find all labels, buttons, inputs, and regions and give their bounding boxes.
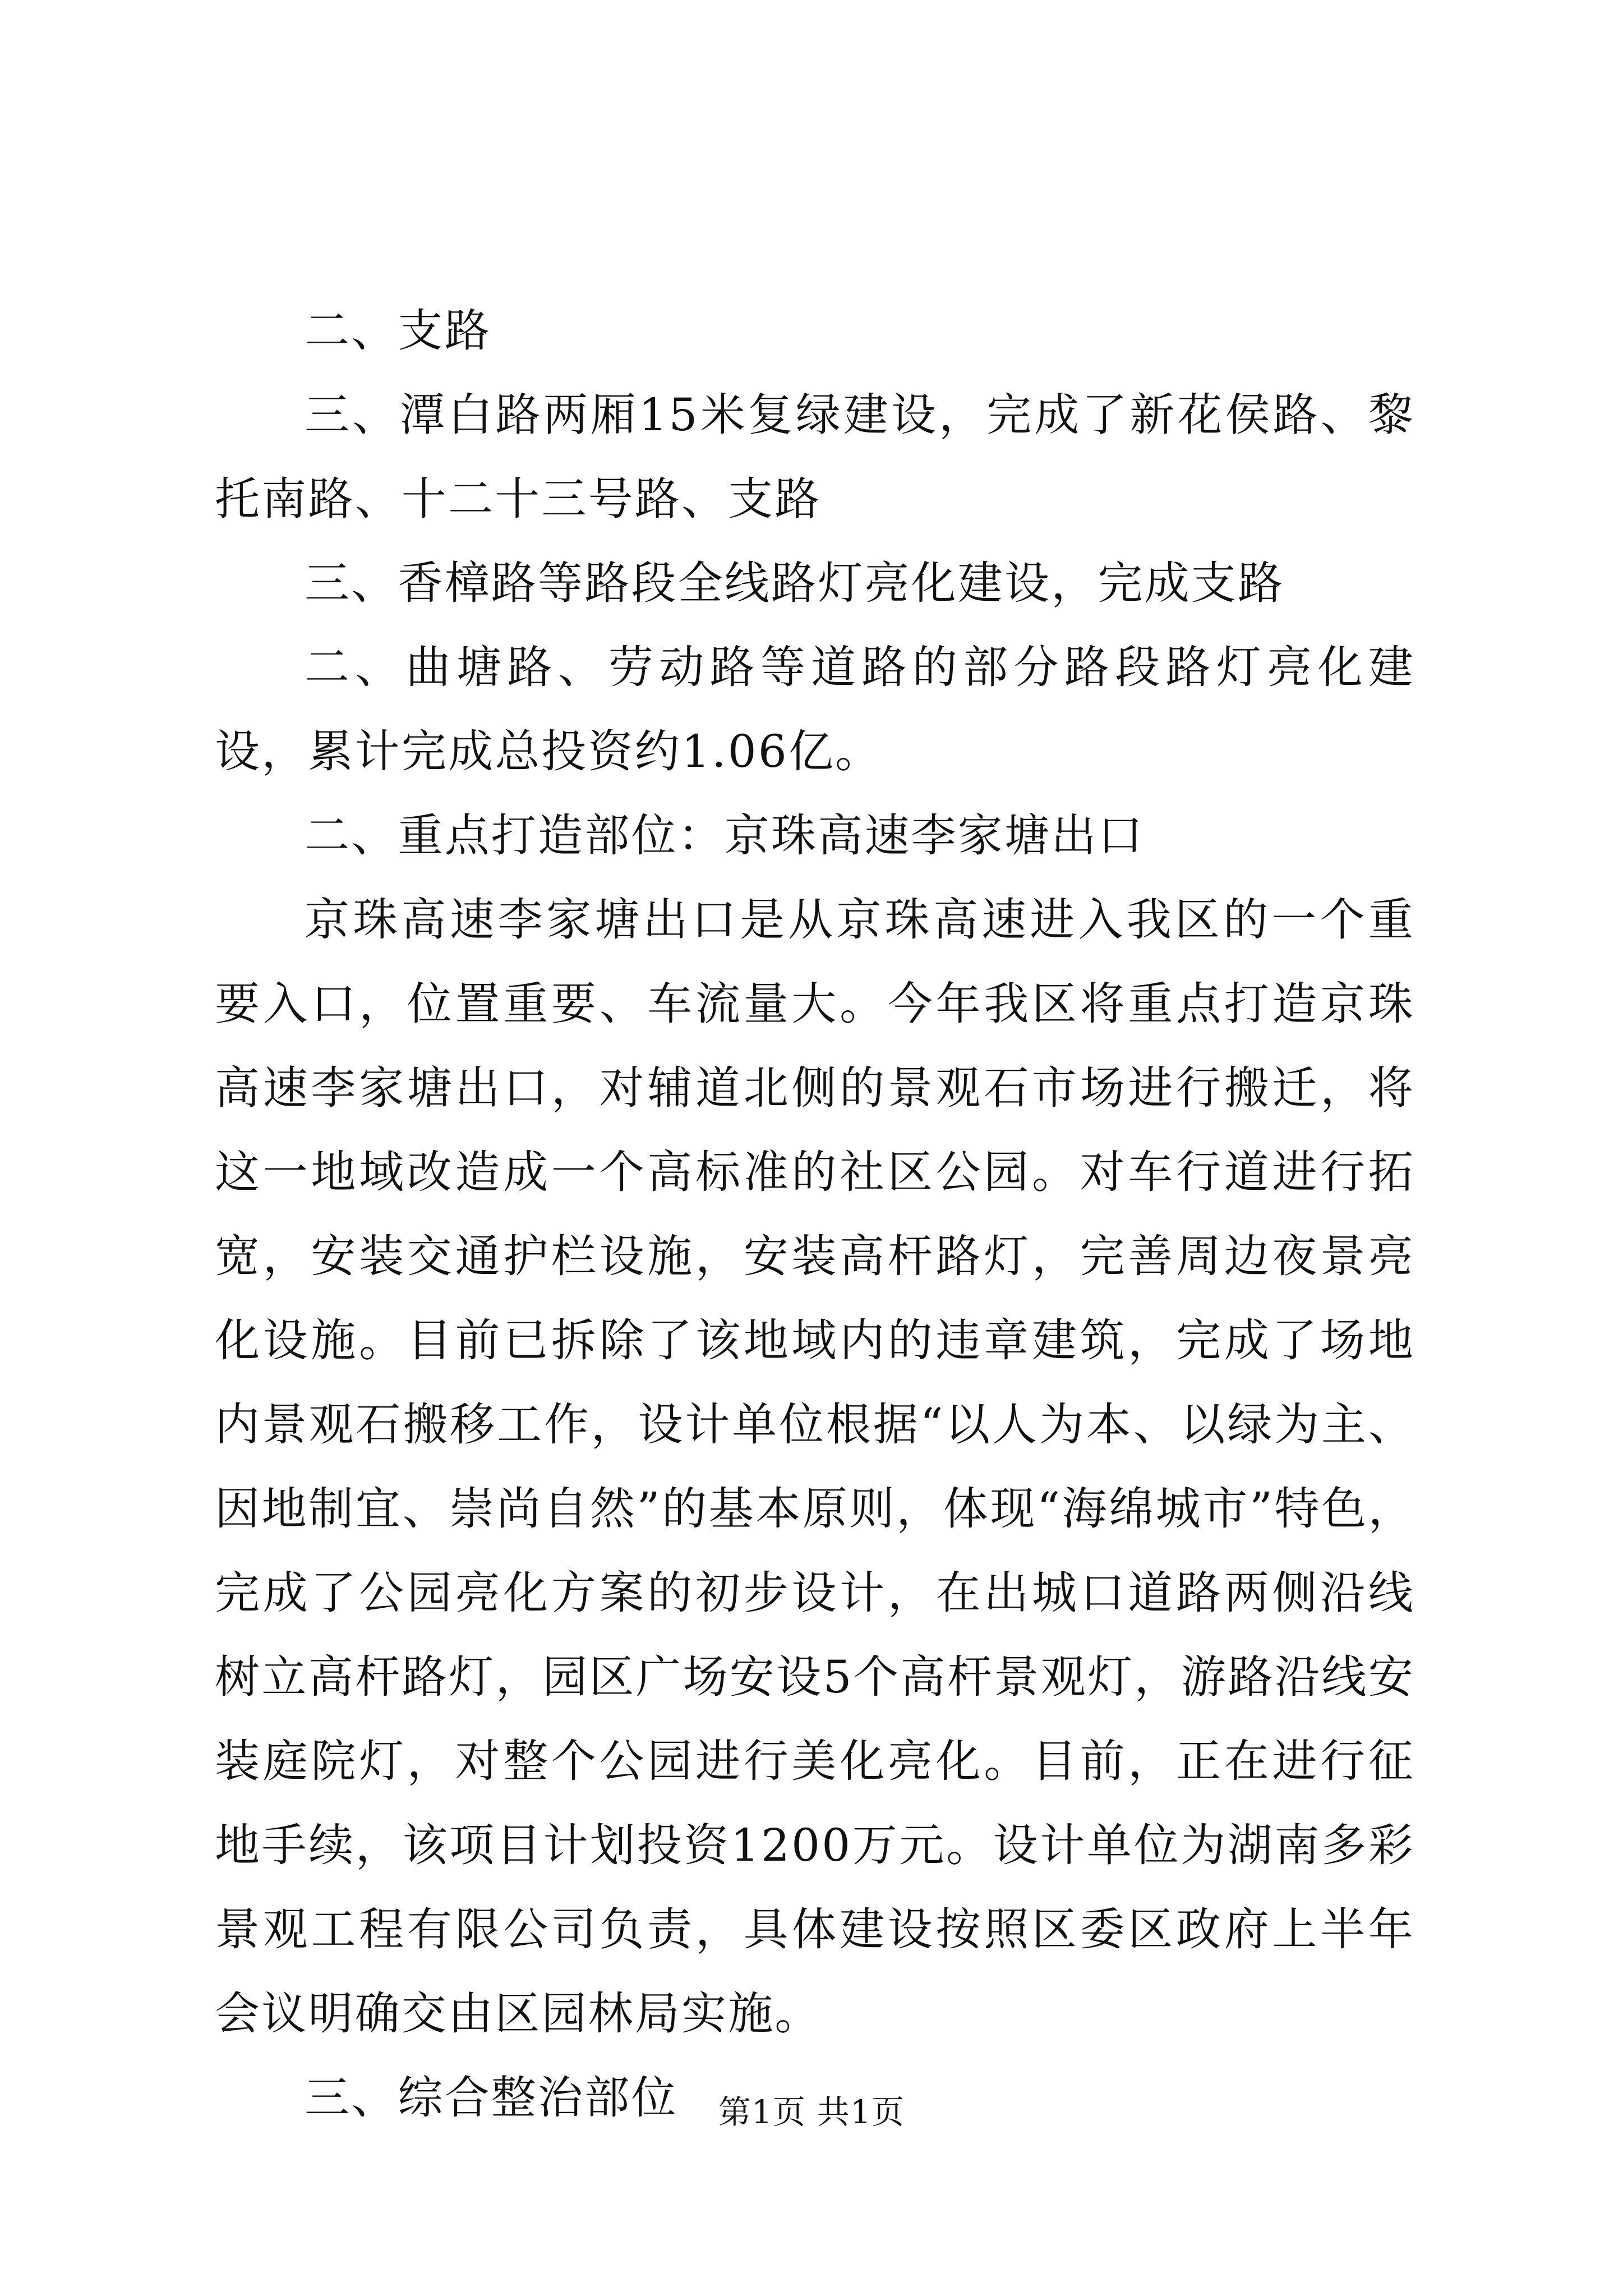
- paragraph: 三、香樟路等路段全线路灯亮化建设，完成支路: [305, 557, 1285, 609]
- paragraph: 三、综合整治部位: [305, 2072, 678, 2124]
- paragraph: 京珠高速李家塘出口是从京珠高速进入我区的一个重要入口，位置重要、车流量大。今年我区将重点打造京珠高速李家塘出口，对辅道北侧的景观石市场进行搬迁，将这一地域改造成一个高标准的社区公园。对车行道进行拓宽，安装交通护栏设施，安装高杆路灯，完善周边夜景亮化设施。目前已拆除了该地域内的违章建筑，完成了场地内景观石搬移工作，设计单位根据“以人为本、以绿为主、因地制宜、崇尚自然”的基本原则，体现“海绵城市”特色，完成了公园亮化方案的初步设计，在出城口道路两侧沿线树立高杆路灯，园区广场安设5个高杆景观灯，游路沿线安装庭院灯，对整个公园进行美化亮化。目前，正在进行征地手续，该项目计划投资1200万元。设计单位为湖南多彩景观工程有限公司负责，具体建设按照区委区政府上半年会议明确交由区园林局实施。: [215, 894, 1415, 2040]
- page-footer: 第1页 共1页: [718, 2093, 905, 2131]
- paragraph: 三、潭白路两厢15米复绿建设，完成了新花侯路、黎托南路、十二十三号路、支路: [215, 389, 1415, 525]
- paragraph: 二、支路: [305, 305, 491, 357]
- paragraph: 二、曲塘路、劳动路等道路的部分路段路灯亮化建设，累计完成总投资约1.06亿。: [215, 641, 1415, 777]
- paragraph: 二、重点打造部位：京珠高速李家塘出口: [305, 809, 1145, 862]
- document-body: [215, 289, 1415, 2140]
